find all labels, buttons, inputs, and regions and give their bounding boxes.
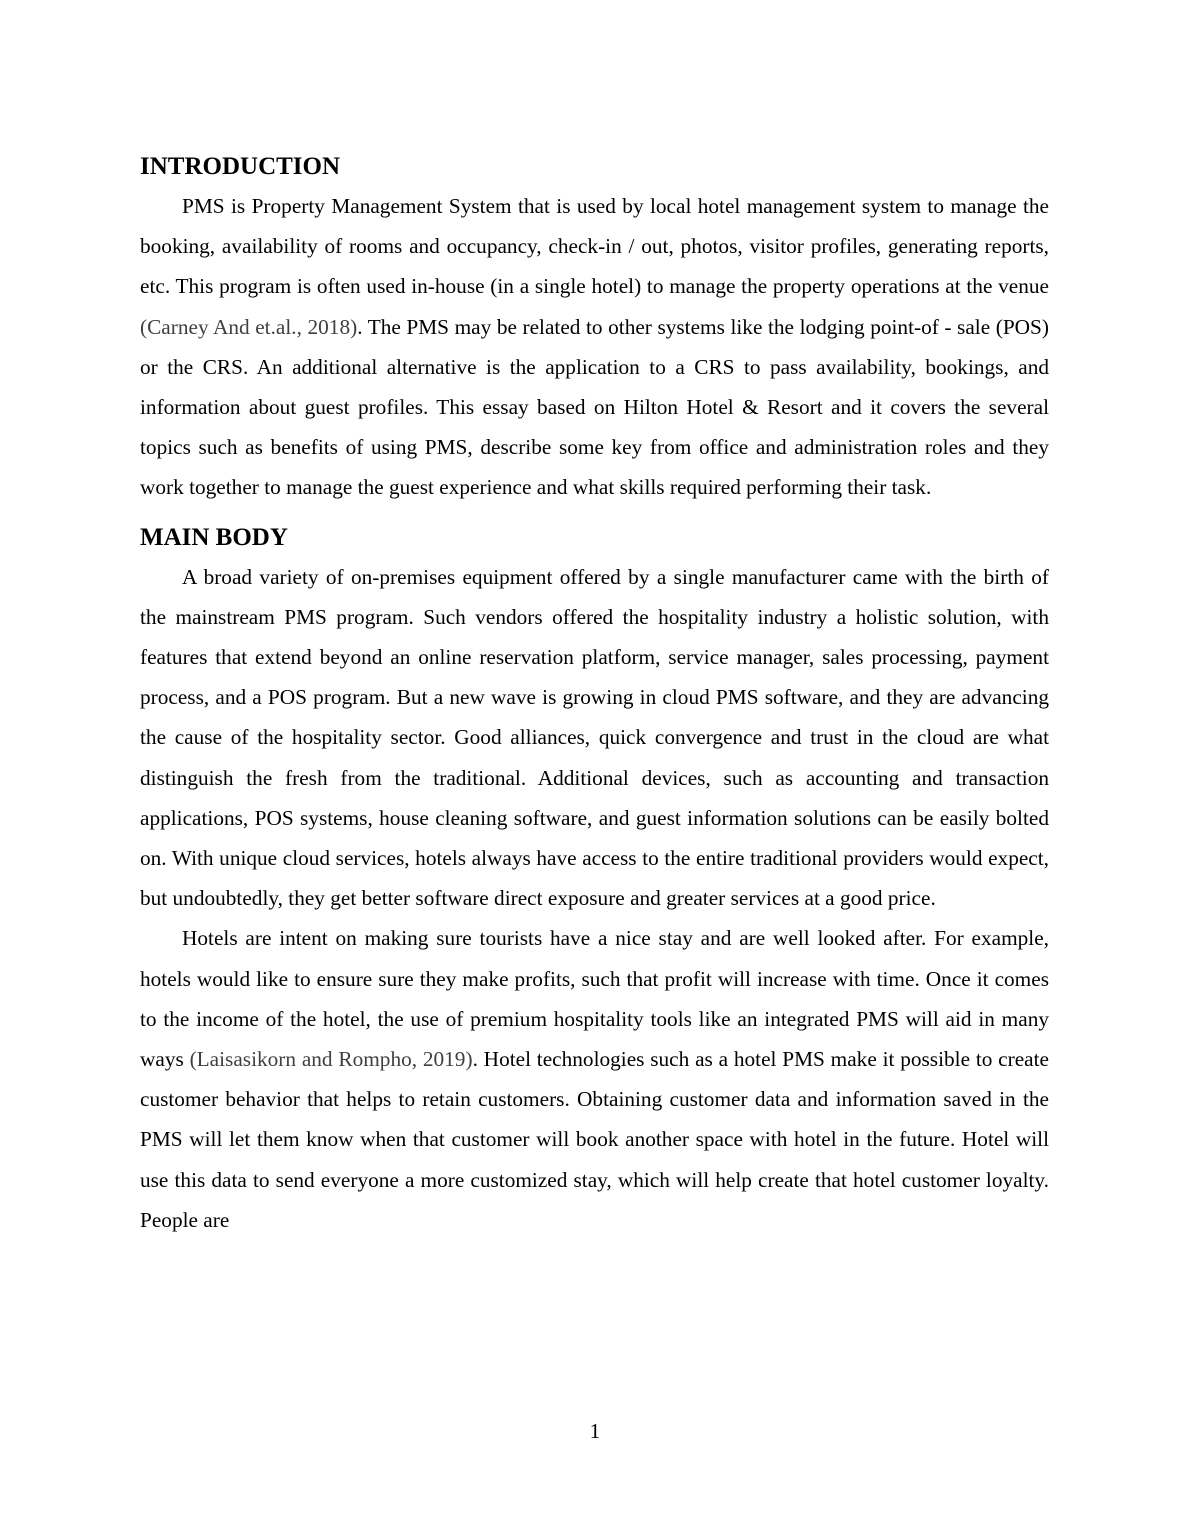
paragraph-text: . The PMS may be related to other systems like the lodging point-of - sale (POS) or the CRS. An additional alternative is the application to a CRS to pass availability, bookings, and information about guest profiles. This essay based on Hilton Hotel & Resort and it covers the several topics such as benefits of using PMS, describe some key from office and administration roles and they work together to manage the guest experience and what skills required performing their task. — [140, 314, 1049, 500]
paragraph-text: Hotels are intent on making sure tourists have a nice stay and are well looked after. For example, hotels would like to ensure sure they make profits, such that profit will increase with time. Once it comes to the income of the hotel, the use of premium hospitality tools like an integrated PMS will aid in many ways — [140, 926, 1049, 1072]
citation-carney: (Carney And et.al., 2018) — [140, 314, 358, 339]
paragraph-text: . Hotel technologies such as a hotel PMS make it possible to create customer behavior that helps to retain customers. Obtaining customer data and information saved in the PMS will let them know when that customer will book another space with hotel in the future. Hotel will use this data to send everyone a more customized stay, which will help create that hotel customer loyalty. People are — [140, 1047, 1049, 1232]
introduction-paragraph — [140, 186, 1049, 508]
main-body-paragraph-2 — [140, 918, 1049, 1240]
citation-laisasikorn: (Laisasikorn and Rompho, 2019) — [189, 1047, 473, 1072]
page-number: 1 — [589, 1419, 601, 1443]
document-body — [140, 148, 1049, 1240]
paragraph-text: PMS is Property Management System that is used by local hotel management system to manage the booking, availability of rooms and occupancy, check-in / out, photos, visitor profiles, generating reports, etc. This program is often used in-house (in a single hotel) to manage the property operations at the venue — [140, 194, 1049, 299]
main-body-paragraph-1: A broad variety of on-premises equipment offered by a single manufacturer came with the birth of the mainstream PMS program. Such vendors offered the hospitality industry a holistic solution, with features that extend beyond an online reservation platform, service manager, sales processing, payment process, and a POS program. But a new wave is growing in cloud PMS software, and they are advancing the cause of the hospitality sector. Good alliances, quick convergence and trust in the cloud are what distinguish the fresh from the traditional. Additional devices, such as accounting and transaction applications, POS systems, house cleaning software, and guest information solutions can be easily bolted on. With unique cloud services, hotels always have access to the entire traditional providers would expect, but undoubtedly, they get better software direct exposure and greater services at a good price. — [140, 564, 1049, 911]
heading-main-body: MAIN BODY — [140, 523, 288, 551]
heading-introduction: INTRODUCTION — [140, 153, 341, 180]
